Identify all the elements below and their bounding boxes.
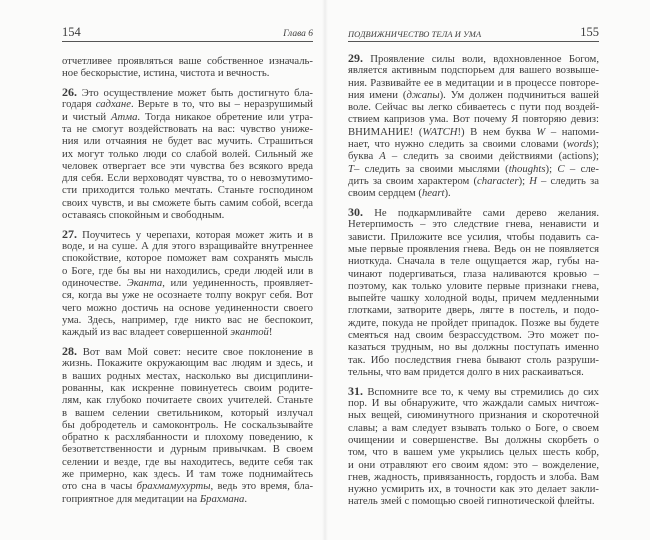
text-line	[62, 357, 313, 369]
paragraph-29	[348, 52, 599, 200]
italic-term: Брахмана	[199, 492, 245, 505]
text-segment: ния или отчаяния не будет вас мучить. Страшиться	[62, 135, 313, 148]
text-line	[62, 160, 313, 172]
text-segment: ждите, покуда не пройдет припадок. Позже вы будете	[348, 316, 599, 329]
text-segment: в ваших родных местах, насколько вы дисциплини-	[62, 369, 313, 382]
text-line	[62, 443, 313, 455]
paragraph-28	[62, 345, 313, 505]
text-line	[348, 292, 599, 304]
text-segment: . Верьте в то, что вы – неразрушимый	[130, 98, 313, 111]
text-line	[62, 480, 313, 492]
text-line	[348, 243, 599, 255]
italic-term: садхане	[95, 98, 131, 111]
text-segment: ное бескорыстие, истина, чистота и вечность.	[62, 67, 270, 80]
text-line	[62, 197, 313, 209]
text-line	[348, 64, 599, 76]
text-segment: воле. Сейчас вы легко сбиваетесь с пути под воздей-	[348, 101, 599, 114]
italic-term: character	[477, 174, 519, 187]
italic-term: T	[348, 162, 354, 175]
text-line	[62, 419, 313, 431]
text-line	[62, 228, 313, 240]
text-line	[348, 126, 599, 138]
text-segment: о Боге, где бы вы ни находились, среди людей или в	[62, 264, 313, 277]
text-segment: );	[518, 174, 530, 187]
text-segment: – следить за	[536, 174, 599, 187]
text-line	[348, 52, 599, 64]
text-segment: поэтому, как только уловите первые признаки гнева,	[348, 279, 599, 292]
text-line	[62, 277, 313, 289]
text-line	[348, 101, 599, 113]
text-line	[348, 434, 599, 446]
text-segment: чинают подергиваться, глаза наливаются кровью –	[348, 267, 599, 280]
text-segment: своих чувств, и вы сможете быть самим собой, всегда	[62, 196, 313, 209]
text-segment: !	[268, 326, 273, 339]
text-segment: ).	[444, 187, 451, 200]
text-segment: Вот вам Мой совет: несите свое поклонение в	[77, 346, 313, 359]
text-segment: и чистый	[62, 110, 111, 123]
text-line	[62, 345, 313, 357]
text-segment: та не смогут воздействовать на вас: чувство униже-	[62, 122, 313, 135]
paragraph-30	[348, 206, 599, 378]
text-line	[62, 394, 313, 406]
text-segment: для себя. Если верховодят чувства, то о невозмутимо-	[62, 172, 313, 185]
italic-term: W	[536, 125, 546, 138]
text-segment: каждый из вас владеет совершенной	[62, 326, 231, 339]
text-segment: ниоткуда. Сначала в теле ощущается жар, губы на-	[348, 255, 599, 268]
page-body	[348, 52, 599, 514]
text-segment: Вспомните все то, к чему вы стремились до сих	[363, 385, 599, 398]
italic-term: words	[566, 138, 593, 151]
text-segment: .	[244, 492, 248, 505]
text-segment: пор. И вы обнаружите, что жаждали самых ничтож-	[348, 397, 599, 410]
paragraph-number: 29.	[348, 51, 363, 65]
text-segment: ния имени (	[348, 88, 407, 101]
italic-term: брахмамухурты	[136, 480, 211, 493]
page-number: 154	[62, 25, 81, 39]
text-segment: ВНИМАНИЕ! (	[348, 125, 423, 138]
text-line	[62, 148, 313, 160]
text-segment: Это осуществление может быть достигнуто бла-	[77, 87, 313, 100]
text-segment: Не подкармливайте сами дерево желания.	[363, 207, 599, 220]
text-line	[348, 495, 599, 507]
paragraph-27	[62, 228, 313, 339]
text-line	[348, 206, 599, 218]
text-line	[348, 231, 599, 243]
text-segment: – следить за своими действиями (actions);	[385, 150, 599, 163]
text-segment: ото сна в часы	[62, 480, 137, 493]
italic-term: thoughts	[508, 162, 546, 175]
text-line	[62, 111, 313, 123]
text-line	[62, 493, 313, 505]
italic-term: джапы	[406, 88, 440, 101]
text-line	[62, 302, 313, 314]
paragraph-31	[348, 385, 599, 508]
text-segment: смеяться над своим безрассудством. Это может по-	[348, 329, 599, 342]
text-segment: же примерно, как здесь. И там тоже поднимайтесь	[62, 468, 313, 480]
page-body	[62, 55, 313, 511]
text-line	[62, 265, 313, 277]
text-segment: оставаясь спокойным и свободным.	[62, 209, 225, 222]
paragraph-26	[62, 86, 313, 221]
text-line	[62, 172, 313, 184]
text-segment: . Тогда никакое обретение или утра-	[137, 110, 313, 123]
right-page	[325, 0, 650, 540]
text-segment: очищении и совершенстве. Вы должны скорбеть о	[348, 433, 599, 446]
text-line	[62, 86, 313, 98]
text-segment: натель змей с помощью своей гипнотической флейты.	[348, 495, 595, 508]
text-line	[348, 113, 599, 125]
italic-term: C	[557, 162, 565, 175]
text-segment: глотками, затворите дверь, лягте в постель, и подо-	[348, 304, 599, 317]
text-segment: своим сердцем (	[348, 187, 422, 200]
text-line	[348, 329, 599, 341]
text-segment: буква	[348, 150, 380, 163]
text-segment: бы добродетель и самоконтроль. Не соскальзывайте	[62, 418, 313, 431]
text-line	[348, 397, 599, 409]
text-line	[348, 304, 599, 316]
text-line	[348, 422, 599, 434]
text-line	[348, 483, 599, 495]
italic-term: WATCH	[422, 125, 458, 138]
text-line	[348, 317, 599, 329]
text-segment: , ведь это время, бла-	[210, 480, 314, 493]
text-line	[62, 370, 313, 382]
italic-term: A	[379, 150, 386, 163]
text-segment: ). Ум должен подчиниться вашей	[439, 88, 599, 101]
text-line	[348, 280, 599, 292]
text-segment: том, что в вашем уме укрылись целых шесть кобр,	[348, 446, 599, 459]
text-line	[348, 77, 599, 89]
text-segment: выпейте чашку холодной воды, причем медленными	[348, 292, 599, 305]
text-segment: жизнь. Покажите окружающим вас людям и здесь, и	[62, 357, 313, 370]
text-segment: Проявление силы воли, вдохновленное Богом,	[363, 53, 599, 65]
text-segment: мые первые проявления гнева. Ведь он не появляется	[348, 242, 599, 255]
text-segment: Поучитесь у черепахи, которая может жить и в	[77, 228, 313, 241]
text-line	[62, 289, 313, 301]
text-segment: ся, когда вы уже не осознаете толпу вокруг себя. Вот	[62, 289, 313, 302]
text-line	[62, 326, 313, 338]
text-segment: воде, и на суше. А для этого взращивайте внутреннее	[62, 240, 313, 253]
running-head: Глава 6	[283, 29, 313, 39]
text-line	[62, 456, 313, 468]
text-segment: славы; а вам следует взывать только о Боге, о своем	[348, 421, 599, 434]
text-segment: );	[592, 138, 599, 151]
text-segment: ствием капризов ума. Вот почему Я повторяю девиз:	[348, 113, 599, 126]
text-segment: ума. Здесь, например, где никто вас не беспокоит,	[62, 313, 313, 326]
text-line	[62, 98, 313, 110]
text-line	[62, 407, 313, 419]
text-segment: и они отравляют его своим ядом: это – вожделение,	[348, 458, 599, 471]
text-line	[62, 67, 313, 79]
text-segment: казаться трудным, но вы должны поступать именно	[348, 341, 599, 354]
text-segment: нужно усмирить их, в точности как это делает закли-	[348, 483, 599, 496]
text-segment: нает, что нужно следить за своими словами (	[348, 138, 567, 151]
text-line	[348, 471, 599, 483]
text-segment: годаря	[62, 98, 96, 111]
text-line	[348, 187, 599, 199]
text-line	[348, 175, 599, 187]
text-line	[62, 252, 313, 264]
text-line	[62, 209, 313, 221]
text-line	[62, 55, 313, 67]
text-segment: дить за своим характером (	[348, 174, 477, 187]
text-line	[62, 431, 313, 443]
paragraph-continuation	[62, 55, 313, 80]
text-line	[348, 409, 599, 421]
page-header	[348, 27, 599, 42]
text-line	[62, 184, 313, 196]
text-segment: безответственности и дурным привычкам. В своем	[62, 443, 313, 456]
italic-term: экантой	[230, 326, 269, 339]
text-segment: Нетерпимость – это следствие гнева, ненависти и	[348, 218, 599, 231]
text-segment: рованны, как искренне повинуетесь своим родите-	[62, 381, 313, 394]
text-segment: чего можно достичь на основе уединенности своего	[62, 301, 313, 314]
text-line	[348, 89, 599, 101]
paragraph-number: 28.	[62, 344, 77, 359]
text-segment: );	[545, 162, 558, 175]
text-line	[62, 468, 313, 480]
text-segment: человек отвергает все эти чувства без всякого вреда	[62, 159, 313, 172]
text-segment: !) В нем буква	[457, 125, 537, 138]
italic-term: Эканта	[126, 277, 163, 290]
text-segment: гнев, жадность, привязанность, гордость и злоба. Вам	[348, 470, 599, 483]
text-segment: одиночестве.	[62, 277, 127, 290]
text-line	[348, 366, 599, 378]
text-segment: – напоми-	[545, 125, 599, 138]
text-segment: тельны, что вам придется долго в них раскаиваться.	[348, 365, 584, 378]
running-head: ПОДВИЖНИЧЕСТВО ТЕЛА И УМА	[348, 30, 482, 39]
text-segment: , или уединенность, проявляет-	[162, 277, 313, 290]
text-segment: спокойствие, которое поможет вам сохранять мысль	[62, 252, 313, 265]
text-segment: ных вещей, сиюминутного признания и скоротечной	[348, 409, 599, 422]
text-segment: гоприятное для медитации на	[62, 492, 200, 505]
text-line	[348, 163, 599, 175]
text-line	[348, 150, 599, 162]
text-line	[348, 341, 599, 353]
paragraph-number: 27.	[62, 226, 77, 241]
italic-term: heart	[421, 187, 445, 200]
text-line	[348, 218, 599, 230]
text-line	[62, 240, 313, 252]
text-segment: сти приходится только мечтать. Станьте господином	[62, 184, 313, 197]
italic-term: H	[529, 174, 537, 187]
page-header	[62, 27, 313, 42]
paragraph-number: 31.	[348, 383, 363, 398]
text-segment: их могут только люди со слабой волей. Сильный же	[62, 147, 313, 160]
page-number: 155	[580, 25, 599, 39]
text-segment: отчетливее проявляться ваше собственное изначаль-	[62, 55, 313, 67]
text-line	[348, 138, 599, 150]
paragraph-number: 30.	[348, 205, 363, 220]
text-segment: селении и везде, где вы находитесь, ведите себя так	[62, 455, 313, 468]
text-segment: – сле-	[564, 162, 599, 175]
text-segment: – следить за своими мыслями (	[353, 162, 509, 175]
text-segment: является активным подспорьем для вашего возвыше-	[348, 64, 599, 77]
text-segment: лям, как глубоко почитаете своих учителей. Станьте	[62, 394, 313, 407]
text-line	[62, 382, 313, 394]
text-line	[348, 459, 599, 471]
text-line	[348, 268, 599, 280]
italic-term: Атма	[111, 110, 138, 123]
text-segment: ния. Развивайте ее в медитации и в процессе повторе-	[348, 76, 599, 89]
text-line	[62, 123, 313, 135]
paragraph-number: 26.	[62, 85, 77, 100]
text-segment: обратно к расхлябанности и плохому поведению, к	[62, 431, 313, 444]
text-line	[348, 385, 599, 397]
text-line	[62, 135, 313, 147]
text-line	[62, 314, 313, 326]
text-segment: зависти. Приложите все усилия, чтобы подавить са-	[348, 230, 599, 243]
text-segment: так. Ибо последствия гнева бывают столь разруши-	[348, 353, 599, 366]
text-line	[348, 255, 599, 267]
text-segment: в вашем селении светильником, который излучал	[62, 406, 313, 419]
text-line	[348, 446, 599, 458]
text-line	[348, 354, 599, 366]
